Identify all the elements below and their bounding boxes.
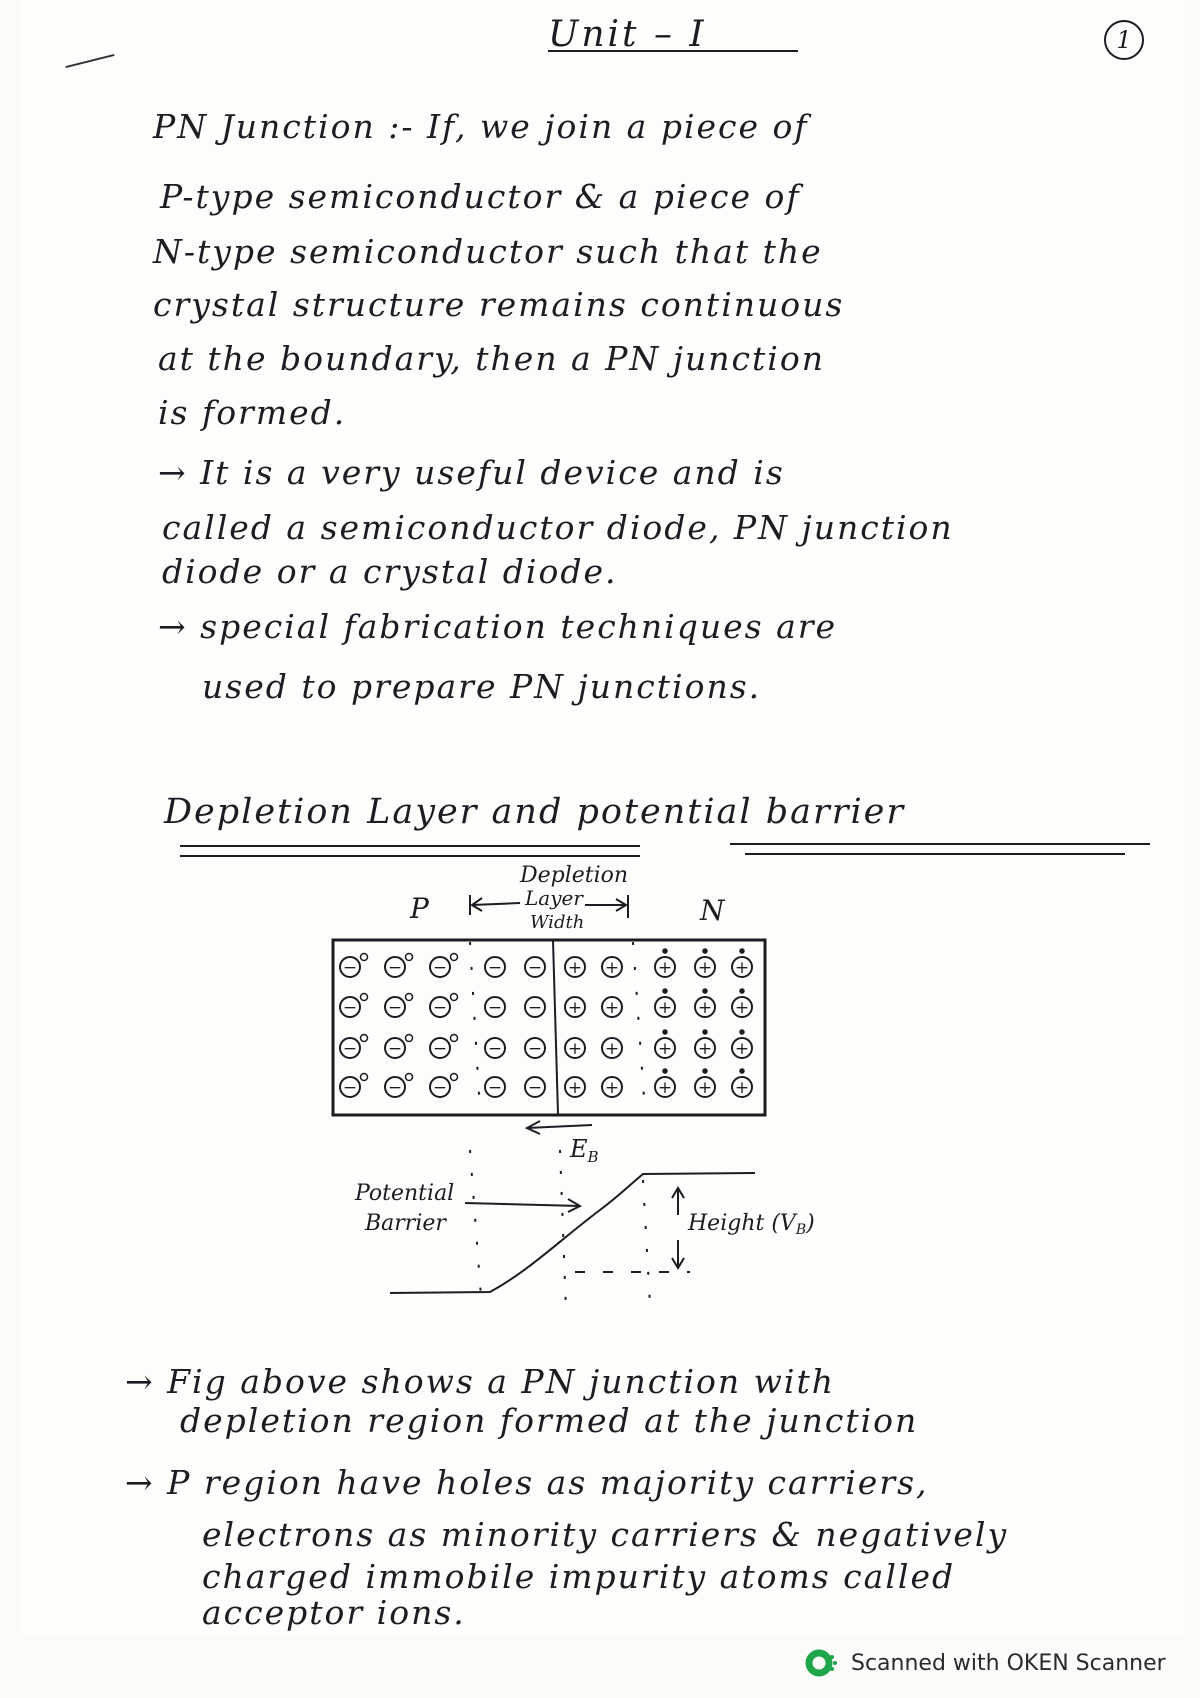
text-line: P-type semiconductor & a piece of xyxy=(160,177,801,216)
barrier-label: Barrier xyxy=(365,1211,446,1236)
layer-label: Layer xyxy=(525,886,583,910)
watermark-text: Scanned with OKEN Scanner xyxy=(851,1650,1166,1676)
negative-sign: − xyxy=(342,1039,358,1059)
positive-sign: + xyxy=(604,1078,620,1098)
negative-sign: − xyxy=(487,1039,503,1059)
negative-sign: − xyxy=(342,1078,358,1098)
hole xyxy=(451,1035,458,1042)
electron xyxy=(663,949,667,953)
negative-sign: − xyxy=(432,958,448,978)
page-title: Unit – I xyxy=(548,14,707,55)
barrier-arrow xyxy=(465,1199,580,1212)
text-line: depletion region formed at the junction xyxy=(180,1401,919,1440)
positive-sign: + xyxy=(734,958,750,978)
negative-sign: − xyxy=(387,1078,403,1098)
text-line: N-type semiconductor such that the xyxy=(153,232,823,271)
electron xyxy=(663,1069,667,1073)
negative-sign: − xyxy=(487,1078,503,1098)
negative-sign: − xyxy=(387,1039,403,1059)
field-label: $E_B$ xyxy=(570,1135,599,1166)
hole xyxy=(361,994,368,1001)
section-heading: Depletion Layer and potential barrier xyxy=(164,792,906,832)
hole xyxy=(406,1035,413,1042)
width-label: Width xyxy=(530,912,585,933)
positive-sign: + xyxy=(567,1078,583,1098)
positive-sign: + xyxy=(657,1039,673,1059)
hole xyxy=(451,954,458,961)
bullet-line: → special fabrication techniques are xyxy=(158,607,838,646)
positive-sign: + xyxy=(604,998,620,1018)
positive-sign: + xyxy=(604,958,620,978)
positive-sign: + xyxy=(657,998,673,1018)
positive-sign: + xyxy=(657,958,673,978)
hole xyxy=(361,954,368,961)
text-line: used to prepare PN junctions. xyxy=(202,667,762,706)
positive-sign: + xyxy=(697,998,713,1018)
height-label: Height (VB) xyxy=(688,1211,815,1238)
scanner-watermark xyxy=(805,1648,1166,1678)
electron xyxy=(663,1030,667,1034)
bullet-line: → It is a very useful device and is xyxy=(158,453,785,492)
height-arrow xyxy=(672,1188,684,1268)
hole xyxy=(451,994,458,1001)
positive-sign: + xyxy=(734,1039,750,1059)
negative-sign: − xyxy=(527,958,543,978)
p-label: P xyxy=(410,892,429,925)
text-line: charged immobile impurity atoms called xyxy=(202,1557,956,1596)
barrier-label: Potential xyxy=(355,1181,455,1206)
negative-sign: − xyxy=(527,1078,543,1098)
negative-sign: − xyxy=(432,998,448,1018)
electron xyxy=(740,949,744,953)
electron xyxy=(663,989,667,993)
text-line: called a semiconductor diode, PN junction xyxy=(162,508,954,547)
hole xyxy=(361,1074,368,1081)
positive-sign: + xyxy=(567,958,583,978)
text-line: at the boundary, then a PN junction xyxy=(158,339,825,378)
text-line: PN Junction :- If, we join a piece of xyxy=(153,107,809,146)
text-line: is formed. xyxy=(158,393,347,432)
hole xyxy=(451,1074,458,1081)
depletion-label: Depletion xyxy=(520,863,629,888)
positive-sign: + xyxy=(567,1039,583,1059)
electron xyxy=(703,1069,707,1073)
negative-sign: − xyxy=(487,998,503,1018)
text-line: crystal structure remains continuous xyxy=(153,285,845,324)
positive-sign: + xyxy=(734,998,750,1018)
electron xyxy=(740,1030,744,1034)
positive-sign: + xyxy=(697,1039,713,1059)
negative-sign: − xyxy=(432,1039,448,1059)
electron xyxy=(740,1069,744,1073)
negative-sign: − xyxy=(342,958,358,978)
negative-sign: − xyxy=(487,958,503,978)
negative-sign: − xyxy=(387,998,403,1018)
bullet-line: → Fig above shows a PN junction with xyxy=(125,1362,835,1401)
page-number: 1 xyxy=(1104,20,1144,60)
text-line: diode or a crystal diode. xyxy=(162,552,618,591)
depletion-edge-p xyxy=(470,942,480,1112)
hole xyxy=(406,994,413,1001)
electron xyxy=(703,1030,707,1034)
negative-sign: − xyxy=(527,1039,543,1059)
electron xyxy=(740,989,744,993)
text-line: electrons as minority carriers & negatively xyxy=(202,1515,1009,1554)
positive-sign: + xyxy=(657,1078,673,1098)
hole xyxy=(406,1074,413,1081)
bullet-line: → P region have holes as majority carriers, xyxy=(125,1463,929,1502)
positive-sign: + xyxy=(697,1078,713,1098)
hole xyxy=(361,1035,368,1042)
positive-sign: + xyxy=(697,958,713,978)
ion-grid xyxy=(340,949,752,1098)
positive-sign: + xyxy=(604,1039,620,1059)
electron xyxy=(703,949,707,953)
oken-logo-icon xyxy=(805,1648,839,1678)
text-line: acceptor ions. xyxy=(202,1593,466,1632)
n-label: N xyxy=(700,894,725,927)
negative-sign: − xyxy=(387,958,403,978)
junction-line xyxy=(553,940,558,1115)
negative-sign: − xyxy=(432,1078,448,1098)
hole xyxy=(406,954,413,961)
negative-sign: − xyxy=(527,998,543,1018)
negative-sign: − xyxy=(342,998,358,1018)
field-arrow xyxy=(527,1121,592,1134)
depletion-edge-n xyxy=(633,942,645,1112)
positive-sign: + xyxy=(734,1078,750,1098)
electron xyxy=(703,989,707,993)
positive-sign: + xyxy=(567,998,583,1018)
